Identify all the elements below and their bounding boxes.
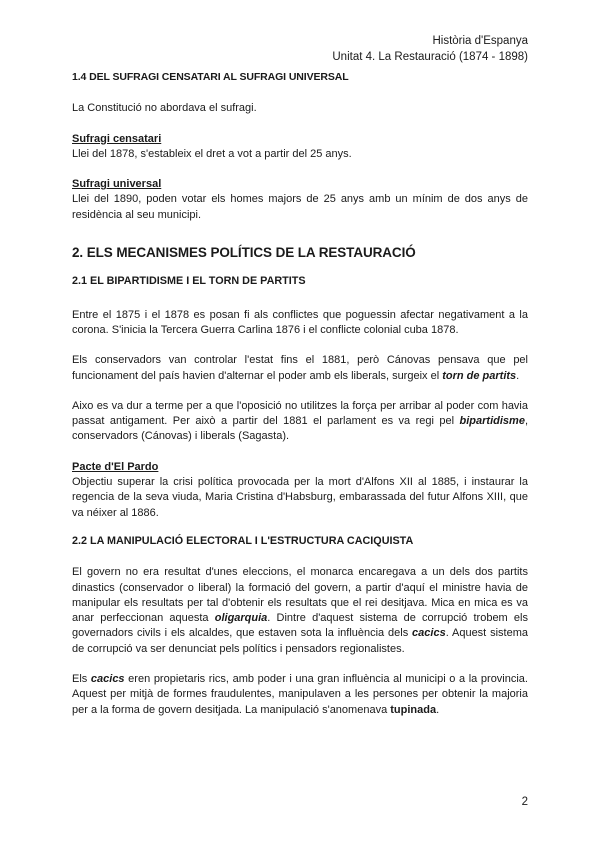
sufragi-censatari-title: Sufragi censatari bbox=[72, 132, 162, 145]
document-body bbox=[72, 70, 528, 718]
section-2-title: 2. ELS MECANISMES POLÍTICS DE LA RESTAURACIÓ bbox=[72, 245, 416, 261]
text-run: , conservadors (Cánovas) i liberals (Sagasta). bbox=[72, 415, 528, 443]
tupinada-term: tupinada bbox=[390, 703, 437, 716]
section-2-1-paragraph-1: Entre el 1875 i el 1878 es posan fi als conflictes que poguessin afectar negativament a la corona. S'inicia la Tercera Guerra Carlina 1876 i el conflicte colonial cuba 1878. bbox=[72, 308, 528, 336]
pacte-el-pardo-title: Pacte d'El Pardo bbox=[72, 460, 159, 473]
cacics-term: cacics bbox=[90, 673, 125, 686]
section-2-2-paragraph-2 bbox=[72, 672, 528, 718]
section-2-2-paragraph-1 bbox=[72, 565, 528, 657]
section-2-2-title: 2.2 LA MANIPULACIÓ ELECTORAL I L'ESTRUCTURA CACIQUISTA bbox=[72, 534, 414, 547]
text-run: . Dintre d'aquest sistema de corrupció trobem els governadors civils i els alcaldes, que estaven sota la influència dels bbox=[72, 612, 528, 640]
pacte-el-pardo-text: Objectiu superar la crisi política provocada per la mort d'Alfons XII al 1885, i instaurar la regencia de la seva viuda, Maria Cristina d'Habsburg, embarassada del futur Alfons XIII, que va néixer al 1886. bbox=[72, 476, 528, 519]
section-2-1-paragraph-2 bbox=[72, 353, 528, 384]
oligarquia-term: oligarquia bbox=[214, 612, 268, 625]
header-subject: Història d'Espanya bbox=[432, 35, 528, 47]
text-run: Aixo es va dur a terme per a que l'oposició no utilitzes la força per arribar al poder com havia passat antigament. Per això a partir del 1881 el parlament es va regi pel bbox=[72, 399, 528, 428]
torn-de-partits-term: torn de partits bbox=[442, 369, 517, 382]
section-2-1-title: 2.1 EL BIPARTIDISME I EL TORN DE PARTITS bbox=[72, 275, 306, 288]
text-run: Els conservadors van controlar l'estat fins el 1881, però Cánovas pensava que pel funcionament del país havien d'alternar el poder amb els liberals, surgeix el bbox=[72, 354, 528, 382]
text-run: . Aquest sistema de corrupció va ser denunciat pels polítics i pensadors regionalistes. bbox=[72, 627, 528, 655]
bipartidisme-term: bipartidisme bbox=[459, 415, 525, 428]
sufragi-universal-text: Llei del 1890, poden votar els homes majors de 25 anys amb un mínim de dos anys de residència al seu municipi. bbox=[72, 193, 528, 221]
text-run: . bbox=[436, 703, 440, 716]
section-1-4-intro: La Constitució no abordava el sufragi. bbox=[72, 102, 257, 115]
text-run: El govern no era resultat d'unes eleccions, el monarca encaregava a un dels dos partits dinastics (conservador o liberal) la formació del govern, a partir d'aquí el ministre havia de manipular els resultats per tal d'obtenir els resultats que el rei desitjava. Mica en mica es va anar perfeccionan aquesta bbox=[72, 566, 528, 625]
text-run: . bbox=[516, 369, 520, 382]
sufragi-universal-title: Sufragi universal bbox=[72, 178, 162, 191]
header-unit: Unitat 4. La Restauració (1874 - 1898) bbox=[332, 51, 528, 63]
text-run: Els bbox=[72, 673, 91, 686]
section-2-1-paragraph-3 bbox=[72, 399, 528, 445]
section-1-4-title: 1.4 DEL SUFRAGI CENSATARI AL SUFRAGI UNIVERSAL bbox=[72, 71, 349, 83]
text-run: eren propietaris rics, amb poder i una gran influència al municipi o a la provincia. Aquest per mitjà de formes fraudulentes, manipulaven a les persones per obtenir la majoria per a la forma de govern desitjada. La manipulació s'anomenava bbox=[72, 673, 528, 716]
sufragi-censatari-text: Llei del 1878, s'estableix el dret a vot a partir del 25 anys. bbox=[72, 147, 352, 160]
cacics-term: cacics bbox=[412, 627, 446, 640]
page-number: 2 bbox=[521, 796, 528, 808]
